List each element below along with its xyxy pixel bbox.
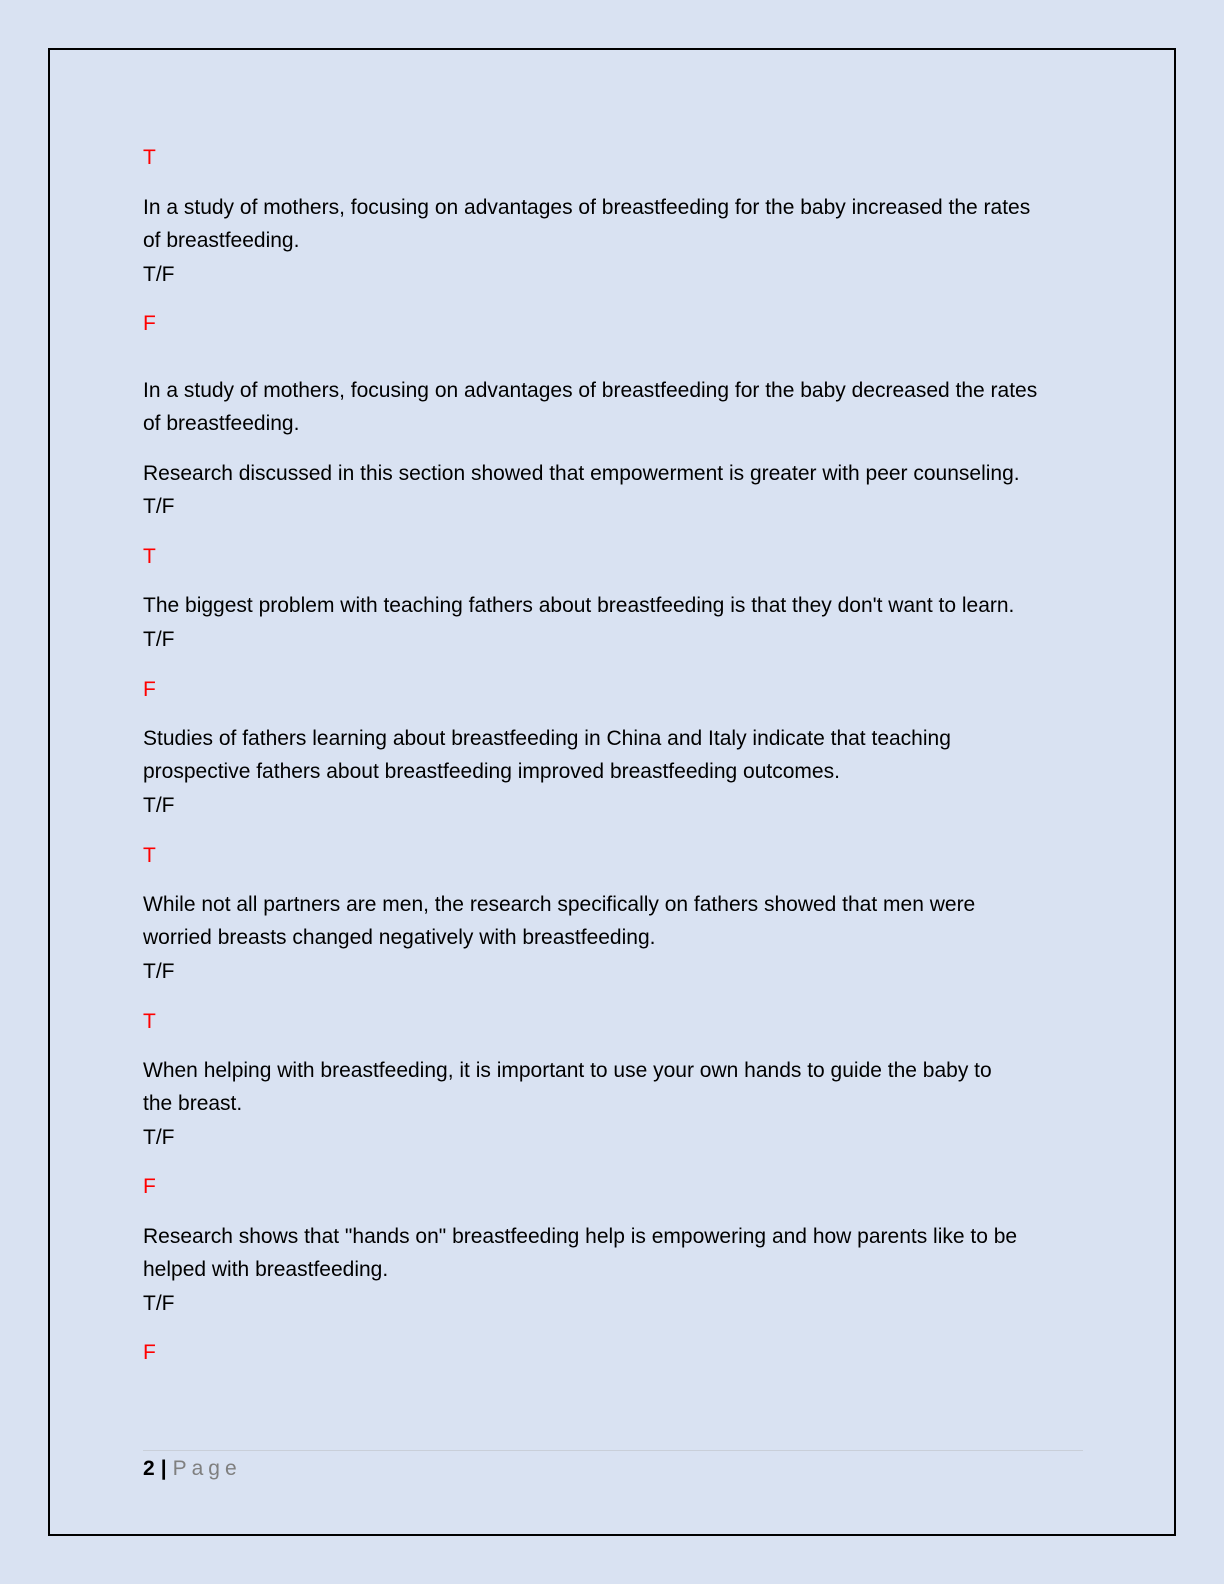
question-text: helped with breastfeeding. bbox=[143, 1258, 389, 1281]
answer-key: F bbox=[143, 678, 156, 701]
question-text: In a study of mothers, focusing on advantages of breastfeeding for the baby decreased the rates bbox=[143, 379, 1038, 402]
question-text: worried breasts changed negatively with breastfeeding. bbox=[143, 926, 656, 949]
true-false-prompt: T/F bbox=[143, 495, 175, 518]
question-text: prospective fathers about breastfeeding improved breastfeeding outcomes. bbox=[143, 760, 840, 783]
footer-divider bbox=[143, 1450, 1083, 1451]
question-text: of breastfeeding. bbox=[143, 229, 300, 252]
page-label: Page bbox=[172, 1457, 242, 1480]
footer-separator: | bbox=[160, 1457, 167, 1480]
question-text: When helping with breastfeeding, it is important to use your own hands to guide the baby to bbox=[143, 1059, 992, 1082]
question-text: In a study of mothers, focusing on advantages of breastfeeding for the baby increased the rates bbox=[143, 196, 1031, 219]
question-text: of breastfeeding. bbox=[143, 412, 300, 435]
answer-key: F bbox=[143, 1175, 156, 1198]
question-text: Research discussed in this section showed that empowerment is greater with peer counseling. bbox=[143, 462, 1020, 485]
answer-key: F bbox=[143, 1341, 156, 1364]
page-footer bbox=[143, 1454, 242, 1484]
question-text: the breast. bbox=[143, 1092, 243, 1115]
page-frame bbox=[48, 48, 1176, 1536]
question-text: Research shows that "hands on" breastfeeding help is empowering and how parents like to be bbox=[143, 1225, 1018, 1248]
answer-key: T bbox=[143, 1010, 156, 1033]
answer-key: T bbox=[143, 146, 156, 169]
question-text: While not all partners are men, the research specifically on fathers showed that men were bbox=[143, 893, 976, 916]
true-false-prompt: T/F bbox=[143, 628, 175, 651]
true-false-prompt: T/F bbox=[143, 1292, 175, 1315]
answer-key: T bbox=[143, 545, 156, 568]
question-text: Studies of fathers learning about breastfeeding in China and Italy indicate that teaching bbox=[143, 727, 951, 750]
true-false-prompt: T/F bbox=[143, 263, 175, 286]
true-false-prompt: T/F bbox=[143, 960, 175, 983]
answer-key: T bbox=[143, 844, 156, 867]
true-false-prompt: T/F bbox=[143, 794, 175, 817]
answer-key: F bbox=[143, 312, 156, 335]
page-number: 2 bbox=[143, 1457, 155, 1480]
question-text: The biggest problem with teaching fathers about breastfeeding is that they don't want to learn. bbox=[143, 594, 1015, 617]
true-false-prompt: T/F bbox=[143, 1126, 175, 1149]
